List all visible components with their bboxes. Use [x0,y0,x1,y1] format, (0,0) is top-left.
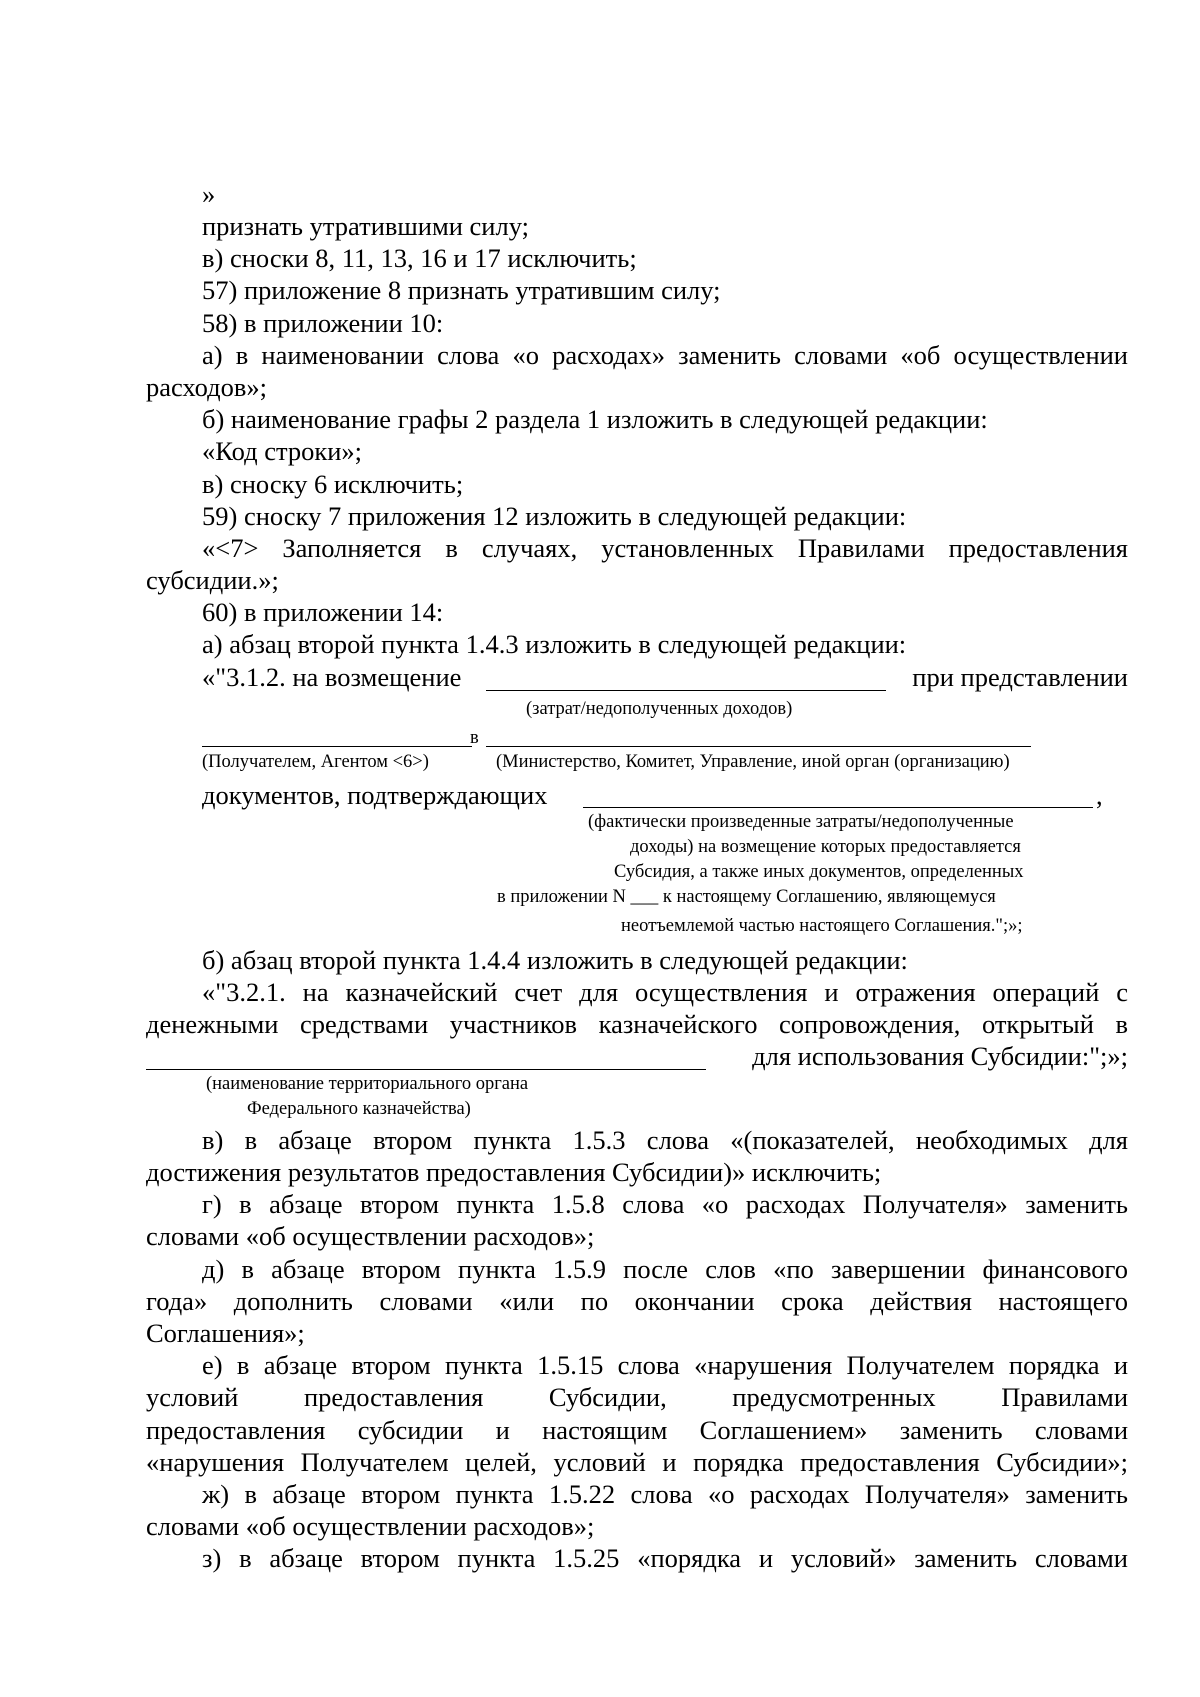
blank-field-rule [583,807,1093,808]
paragraph-line: 58) в приложении 10: [202,308,444,338]
paragraph-line: «"3.2.1. на казначейский счет для осуществления и отражения операций с [202,977,1128,1007]
field-caption: Субсидия, а также иных документов, определенных [614,862,1024,882]
paragraph-line: года» дополнить словами «или по окончании срока действия настоящего [146,1286,1128,1316]
paragraph-line: словами «об осуществлении расходов»; [146,1511,595,1541]
paragraph-line: е) в абзаце втором пункта 1.5.15 слова «нарушения Получателем порядка и [202,1350,1128,1380]
blank-field-rule [486,690,886,691]
paragraph-line: а) в наименовании слова «о расходах» заменить словами «об осуществлении [202,340,1128,370]
paragraph-line: 57) приложение 8 признать утратившим силу; [202,275,721,305]
paragraph-line: «нарушения Получателем целей, условий и порядка предоставления Субсидии»; [146,1447,1128,1477]
paragraph-line: денежными средствами участников казначейского сопровождения, открытый в [146,1009,1128,1039]
paragraph-line: а) абзац второй пункта 1.4.3 изложить в следующей редакции: [202,629,907,659]
paragraph-line: б) абзац второй пункта 1.4.4 изложить в следующей редакции: [202,945,908,975]
paragraph-line: д) в абзаце втором пункта 1.5.9 после слов «по завершении финансового [202,1254,1128,1284]
closing-quote: » [202,179,216,209]
paragraph-line: расходов»; [146,372,268,402]
paragraph-line: для использования Субсидии:";»; [752,1041,1128,1071]
paragraph-line: субсидии.»; [146,565,279,595]
paragraph-line: Соглашения»; [146,1318,305,1348]
field-caption: (фактически произведенные затраты/недополученные [588,812,1014,832]
paragraph-line: ж) в абзаце втором пункта 1.5.22 слова «о расходах Получателя» заменить [202,1479,1128,1509]
field-caption: (Получателем, Агентом <6>) [202,752,429,772]
paragraph-line: в) сноску 6 исключить; [202,469,464,499]
blank-field-rule [202,746,472,747]
paragraph-line: достижения результатов предоставления Субсидии)» исключить; [146,1157,882,1187]
blank-field-rule [486,746,1031,747]
paragraph-line: 59) сноску 7 приложения 12 изложить в следующей редакции: [202,501,907,531]
paragraph-line: б) наименование графы 2 раздела 1 изложить в следующей редакции: [202,404,988,434]
field-caption: неотъемлемой частью настоящего Соглашения.";»; [621,916,1023,936]
form-line-end: при представлении [912,662,1128,692]
field-caption: (затрат/недополученных доходов) [526,699,793,719]
field-caption: (наименование территориального органа [206,1074,529,1094]
paragraph-line: г) в абзаце втором пункта 1.5.8 слова «о расходах Получателя» заменить [202,1189,1128,1219]
paragraph-line: з) в абзаце втором пункта 1.5.25 «порядка и условий» заменить словами [202,1543,1128,1573]
field-caption: (Министерство, Комитет, Управление, иной орган (организацию) [496,752,1010,772]
field-caption: в приложении N ___ к настоящему Соглашению, являющемуся [497,887,996,907]
paragraph-line: в) в абзаце втором пункта 1.5.3 слова «(показателей, необходимых для [202,1125,1128,1155]
field-caption: доходы) на возмещение которых предоставляется [630,837,1021,857]
paragraph-line: «<7> Заполняется в случаях, установленных Правилами предоставления [202,533,1128,563]
field-caption: Федерального казначейства) [247,1099,471,1119]
paragraph-line: условий предоставления Субсидии, предусмотренных Правилами [146,1382,1128,1412]
form-line-end: , [1096,780,1103,810]
field-caption: в [470,728,479,748]
form-line-start: «"3.1.2. на возмещение [202,662,462,692]
paragraph-line: «Код строки»; [202,436,363,466]
form-line-start: документов, подтверждающих [202,780,548,810]
paragraph-line: словами «об осуществлении расходов»; [146,1221,595,1251]
paragraph-line: 60) в приложении 14: [202,597,444,627]
paragraph-line: предоставления субсидии и настоящим Соглашением» заменить словами [146,1415,1128,1445]
paragraph-line: признать утратившими силу; [202,211,529,241]
paragraph-line: в) сноски 8, 11, 13, 16 и 17 исключить; [202,243,637,273]
blank-field-rule [146,1069,706,1070]
